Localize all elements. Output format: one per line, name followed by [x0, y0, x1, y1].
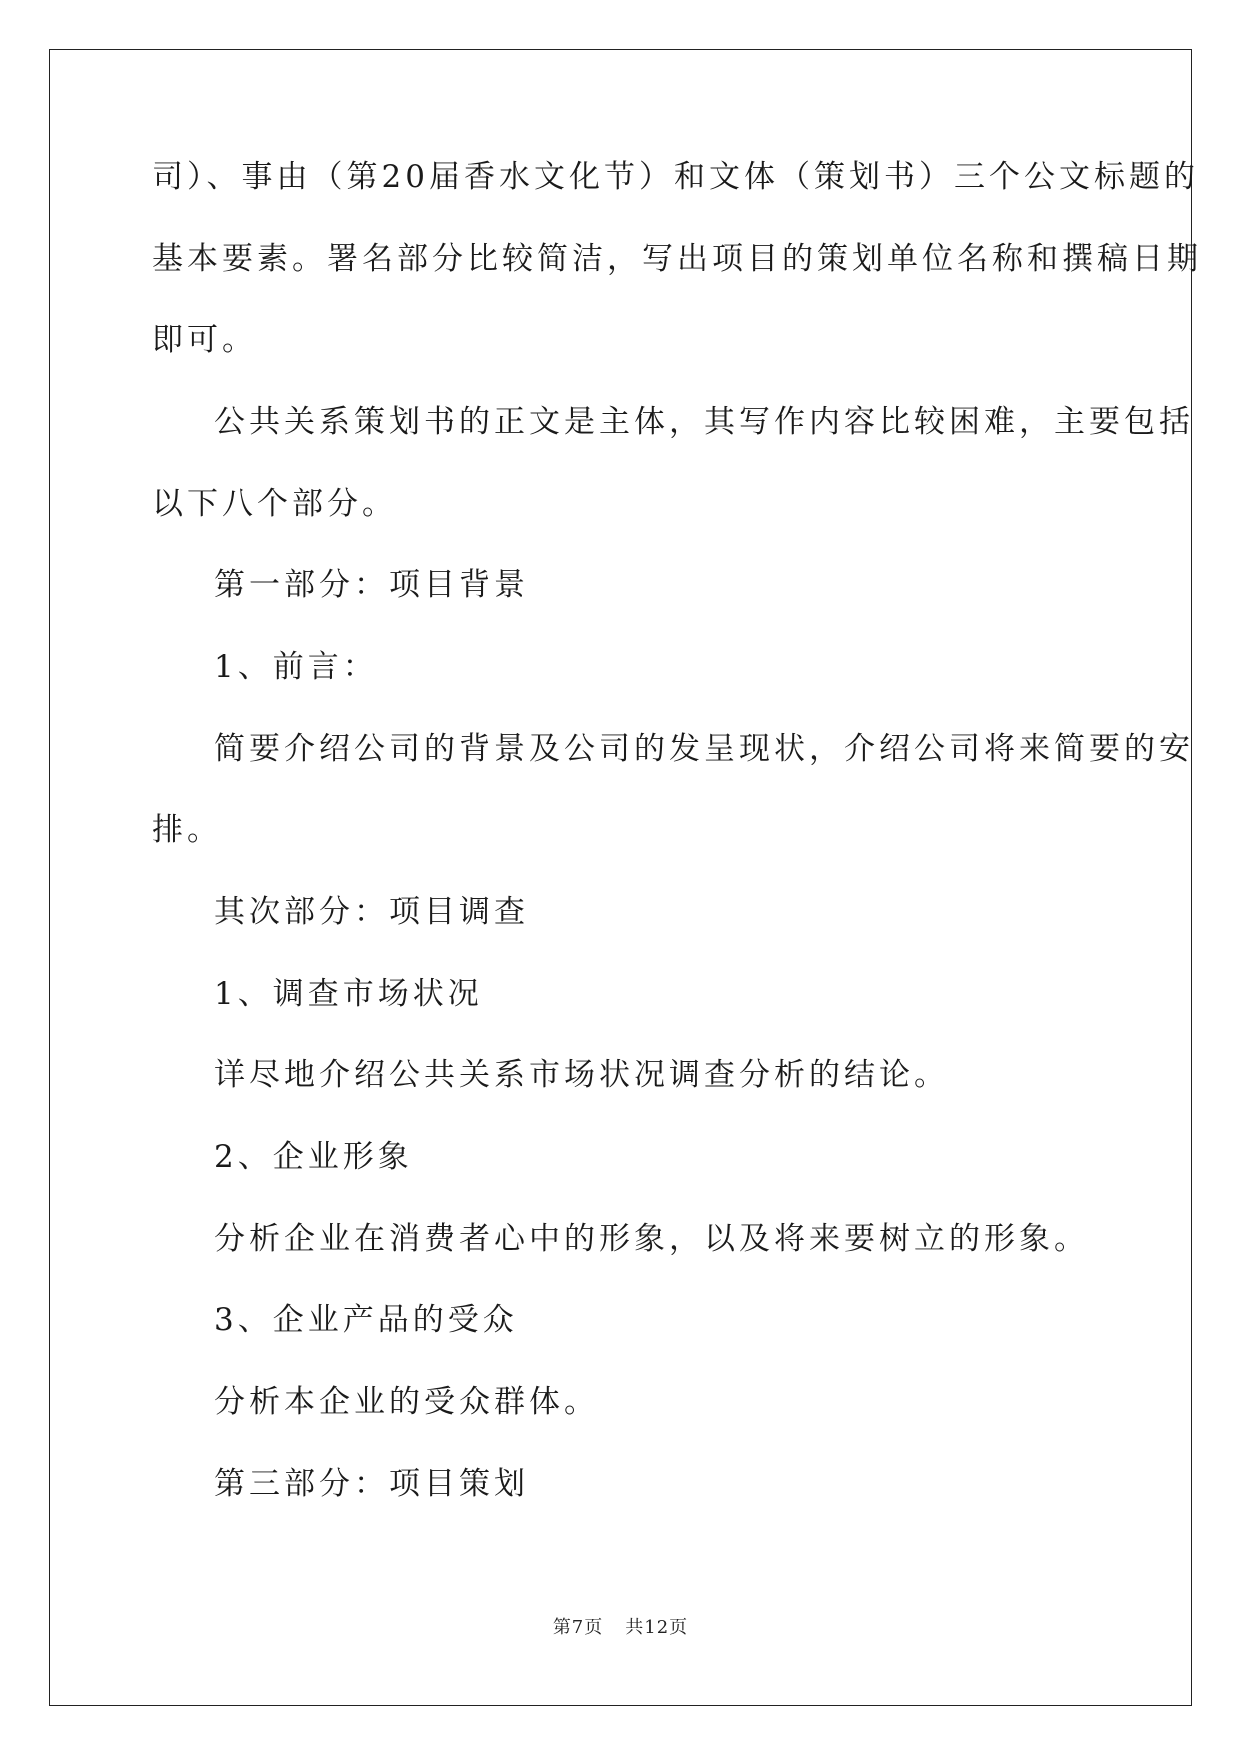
- page-number-current: 第7页: [552, 1617, 604, 1638]
- paragraph-start: 详尽地介绍公共关系市场状况调查分析的结论。: [214, 1057, 949, 1093]
- section-heading: 第三部分：项目策划: [214, 1466, 529, 1502]
- text-line: 排。: [152, 812, 222, 848]
- subsection-heading: 2、企业形象: [214, 1139, 413, 1175]
- section-heading: 第一部分：项目背景: [214, 567, 529, 603]
- subsection-heading: 1、调查市场状况: [214, 976, 483, 1012]
- page-number-total: 共12页: [625, 1617, 689, 1638]
- page-frame: [49, 49, 1192, 1706]
- paragraph-start: 简要介绍公司的背景及公司的发呈现状，介绍公司将来简要的安: [214, 731, 1194, 767]
- text-line: 基本要素。署名部分比较简洁，写出项目的策划单位名称和撰稿日期: [152, 241, 1202, 277]
- text-line: 即可。: [152, 322, 257, 358]
- text-line: 司）、事由（第20届香水文化节）和文体（策划书）三个公文标题的: [152, 159, 1199, 195]
- page-footer: [0, 1613, 1241, 1639]
- subsection-heading: 1、前言：: [214, 649, 378, 685]
- text-line: 以下八个部分。: [152, 486, 397, 522]
- section-heading: 其次部分：项目调查: [214, 894, 529, 930]
- paragraph-start: 分析本企业的受众群体。: [214, 1384, 599, 1420]
- subsection-heading: 3、企业产品的受众: [214, 1302, 518, 1338]
- paragraph-start: 分析企业在消费者心中的形象，以及将来要树立的形象。: [214, 1221, 1089, 1257]
- paragraph-start: 公共关系策划书的正文是主体，其写作内容比较困难，主要包括: [214, 404, 1194, 440]
